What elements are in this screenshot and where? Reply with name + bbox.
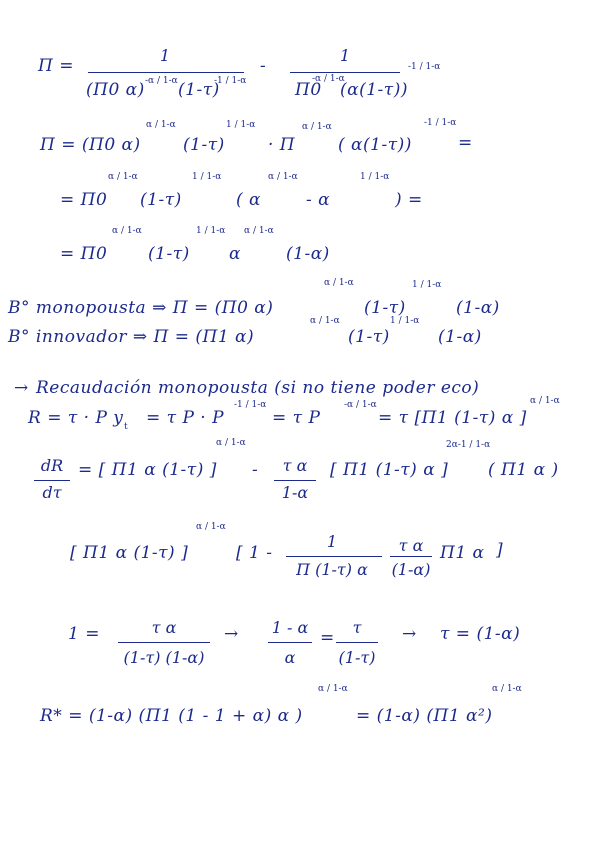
b1-exp1: α / 1-α — [324, 278, 354, 288]
b2-label: B° innovador ⇒ Π = (Π1 α) — [8, 327, 255, 347]
sol-frac3-num: τ — [352, 618, 362, 637]
sol-frac2-den: α — [284, 648, 296, 667]
eq1-lhs: Π = — [38, 56, 74, 76]
b2-exp2: 1 / 1-α — [390, 316, 420, 326]
sol-arrow1: → — [224, 624, 239, 644]
deriv-eq: = [ Π1 α (1-τ) ] — [78, 460, 217, 480]
r-exp1: -1 / 1-α — [234, 400, 267, 410]
sol-frac2-bar — [268, 642, 312, 643]
eq2-exp4: -1 / 1-α — [424, 118, 457, 128]
sol-frac3-den: (1-τ) — [338, 648, 376, 667]
eq3-b: (1-τ) — [140, 190, 182, 210]
r-exp2: -α / 1-α — [344, 400, 377, 410]
eq1-frac2-den-exp: -α / 1-α — [312, 74, 345, 84]
rstar-lhs: R* = (1-α) (Π1 (1 - 1 + α) α ) — [40, 706, 303, 726]
eq3-exp3: α / 1-α — [268, 172, 298, 182]
fact-frac-den: Π (1-τ) α — [296, 560, 368, 579]
fact-c: Π1 α — [440, 543, 485, 563]
r-end: = τ [Π1 (1-τ) α ] — [378, 408, 527, 428]
r-lhs: R = τ · P y — [28, 408, 124, 428]
b1-exp2: 1 / 1-α — [412, 280, 442, 290]
eq1-frac2-den-b: (α(1-τ)) — [340, 80, 408, 100]
eq1-frac2-den-b-exp: -1 / 1-α — [408, 62, 441, 72]
b1-b: (1-τ) — [364, 298, 406, 318]
deriv-frac-den: 1-α — [281, 483, 309, 502]
eq1-frac1-den-exp: -α / 1-α — [145, 76, 178, 86]
eq1-frac2-num: 1 — [339, 46, 351, 65]
deriv-b: [ Π1 (1-τ) α ] — [330, 460, 449, 480]
sol-frac3-bar — [336, 642, 378, 643]
deriv-frac-bar — [274, 480, 316, 481]
eq1-frac1-den-b: (1-τ) — [178, 80, 220, 100]
fact-frac2-num: τ α — [398, 536, 424, 555]
sol-lhs: 1 = — [68, 624, 100, 644]
deriv-minus: - — [252, 460, 259, 480]
eq2-b: (1-τ) — [183, 135, 225, 155]
rstar-exp2: α / 1-α — [492, 684, 522, 694]
eq2-lhs: Π = (Π0 α) — [40, 135, 141, 155]
deriv-bar — [34, 480, 70, 481]
eq3-exp4: 1 / 1-α — [360, 172, 390, 182]
r-mid2: = τ P — [272, 408, 321, 428]
section-title: Recaudación monopousta (si no tiene poder eco) — [36, 378, 480, 398]
sol-frac2-num: 1 - α — [271, 618, 309, 637]
r-mid: = τ P · P — [146, 408, 225, 428]
deriv-den: dτ — [42, 483, 62, 502]
eq4-exp3: α / 1-α — [244, 226, 274, 236]
section-arrow: → — [14, 378, 29, 398]
eq2-exp3: α / 1-α — [302, 122, 332, 132]
eq4-b: (1-τ) — [148, 244, 190, 264]
rstar-mid: = (1-α) (Π1 α²) — [356, 706, 493, 726]
eq1-frac1-den: (Π0 α) — [86, 80, 145, 100]
deriv-num: dR — [40, 456, 64, 475]
b2-exp1: α / 1-α — [310, 316, 340, 326]
fact-frac2-den: (1-α) — [391, 560, 431, 579]
sol-arrow2: → — [402, 624, 417, 644]
fact-b: [ 1 - — [236, 543, 273, 563]
eq1-frac1-num: 1 — [159, 46, 171, 65]
eq4-exp2: 1 / 1-α — [196, 226, 226, 236]
b2-c: (1-α) — [438, 327, 482, 347]
deriv-c: ( Π1 α ) — [488, 460, 559, 480]
eq4-d: (1-α) — [286, 244, 330, 264]
eq3-c: ( α — [236, 190, 262, 210]
sol-frac-den: (1-τ) (1-α) — [123, 648, 205, 667]
sol-result: τ = (1-α) — [440, 624, 521, 644]
b2-b: (1-τ) — [348, 327, 390, 347]
eq1-frac2-den: Π0 — [295, 80, 322, 100]
r-sub: t — [124, 422, 128, 432]
fact-frac2-bar — [390, 556, 432, 557]
eq1-frac2-bar — [290, 72, 400, 73]
eq3-d: - α — [306, 190, 331, 210]
eq1-frac1-bar — [88, 72, 244, 73]
r-exp3: α / 1-α — [530, 396, 560, 406]
rstar-exp1: α / 1-α — [318, 684, 348, 694]
b1-c: (1-α) — [456, 298, 500, 318]
eq3-exp1: α / 1-α — [108, 172, 138, 182]
eq4-exp1: α / 1-α — [112, 226, 142, 236]
eq1-frac1-den-b-exp: -1 / 1-α — [214, 76, 247, 86]
eq4-lhs: = Π0 — [60, 244, 108, 264]
fact-frac-num: 1 — [326, 532, 338, 551]
sol-eq: = — [320, 628, 335, 648]
fact-exp1: α / 1-α — [196, 522, 226, 532]
eq2-exp2: 1 / 1-α — [226, 120, 256, 130]
eq2-exp1: α / 1-α — [146, 120, 176, 130]
eq3-lhs: = Π0 — [60, 190, 108, 210]
eq1-minus: - — [260, 56, 267, 76]
deriv-exp1: α / 1-α — [216, 438, 246, 448]
fact-frac-bar — [286, 556, 382, 557]
eq2-d: ( α(1-τ)) — [338, 135, 412, 155]
deriv-exp2: 2α-1 / 1-α — [446, 440, 491, 450]
sol-frac-bar — [118, 642, 210, 643]
eq2-tail: = — [458, 133, 473, 153]
deriv-frac-num: τ α — [282, 456, 308, 475]
fact-d: ] — [496, 540, 504, 560]
eq2-c: · Π — [268, 135, 296, 155]
eq4-c: α — [229, 244, 241, 264]
eq3-exp2: 1 / 1-α — [192, 172, 222, 182]
sol-frac-num: τ α — [151, 618, 177, 637]
fact-a: [ Π1 α (1-τ) ] — [70, 543, 189, 563]
b1-label: B° monopousta ⇒ Π = (Π0 α) — [8, 298, 274, 318]
eq3-tail: ) = — [395, 190, 423, 210]
